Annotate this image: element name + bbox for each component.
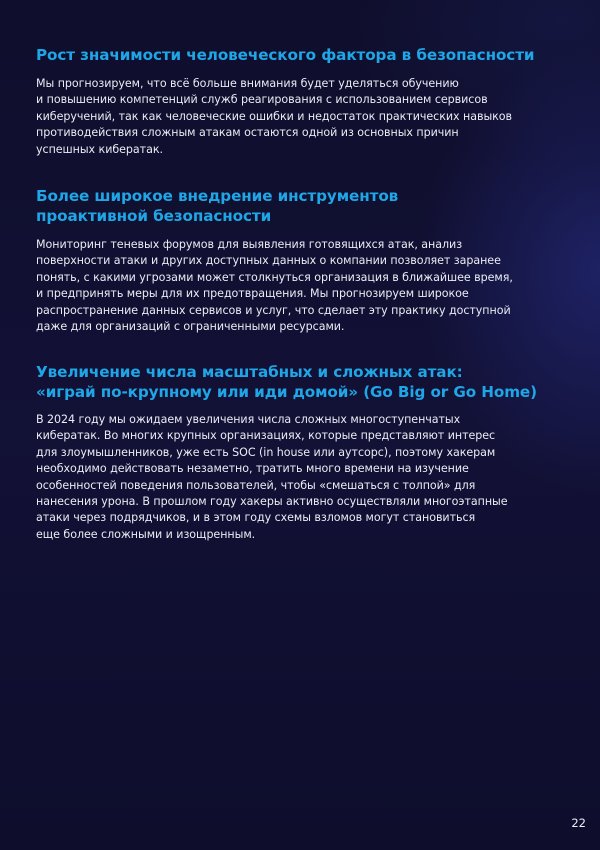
title-line: проактивной безопасности xyxy=(36,207,272,225)
body-line: Мы прогнозируем, что всё больше внимания будет уделяться обучению xyxy=(36,77,459,90)
body-line: нанесения урона. В прошлом году хакеры активно осуществляли многоэтапные xyxy=(36,495,508,509)
body-line: для злоумышленников, уже есть SOC (in house или аутсорс), поэтому хакерам xyxy=(36,445,496,459)
body-line: В 2024 году мы ожидаем увеличения числа сложных многоступенчатых xyxy=(36,413,461,426)
body-line: даже для организаций с ограниченными ресурсами. xyxy=(36,320,345,334)
body-line: кибератак. Во многих крупных организациях, которые представляют интерес xyxy=(36,429,496,443)
title-line: Более широкое внедрение инструментов xyxy=(36,187,399,205)
body-line: Мониторинг теневых форумов для выявления готовящихся атак, анализ xyxy=(36,238,463,251)
section-body xyxy=(36,237,566,335)
body-line: киберучений, так как человеческие ошибки и недостаток практических навыков xyxy=(36,109,513,123)
body-line: распространение данных сервисов и услуг, что сделает эту практику доступной xyxy=(36,303,511,317)
body-line: особенностей поведения пользователей, чтобы «смешаться с толпой» для xyxy=(36,478,476,492)
body-line: понять, с какими угрозами может столкнуться организация в ближайшее время, xyxy=(36,270,513,284)
section-body xyxy=(36,76,566,158)
body-line: атаки через подрядчиков, и в этом году схемы взломов могут становиться xyxy=(36,511,476,525)
body-line: противодействия сложным атакам остаются одной из основных причин xyxy=(36,126,459,140)
body-line: необходимо действовать незаметно, тратить много времени на изучение xyxy=(36,462,469,476)
section-complex-attacks xyxy=(36,362,566,543)
title-line: Рост значимости человеческого фактора в безопасности xyxy=(36,46,535,64)
section-title xyxy=(36,186,566,226)
body-line: и предпринять меры для их предотвращения. Мы прогнозируем широкое xyxy=(36,287,469,301)
section-human-factor xyxy=(36,45,566,158)
body-line: успешных кибератак. xyxy=(36,142,163,156)
section-body xyxy=(36,412,566,543)
page-number: 22 xyxy=(571,816,586,830)
body-line: и повышению компетенций служб реагирования с использованием сервисов xyxy=(36,93,488,107)
section-title xyxy=(36,45,566,65)
title-line: Увеличение числа масштабных и сложных атак: xyxy=(36,363,463,381)
body-line: еще более сложными и изощренным. xyxy=(36,527,256,541)
body-line: поверхности атаки и других доступных данных о компании позволяет заранее xyxy=(36,254,501,268)
section-title xyxy=(36,362,566,402)
section-proactive-security xyxy=(36,186,566,335)
title-line: «играй по-крупному или иди домой» (Go Big or Go Home) xyxy=(36,383,537,401)
